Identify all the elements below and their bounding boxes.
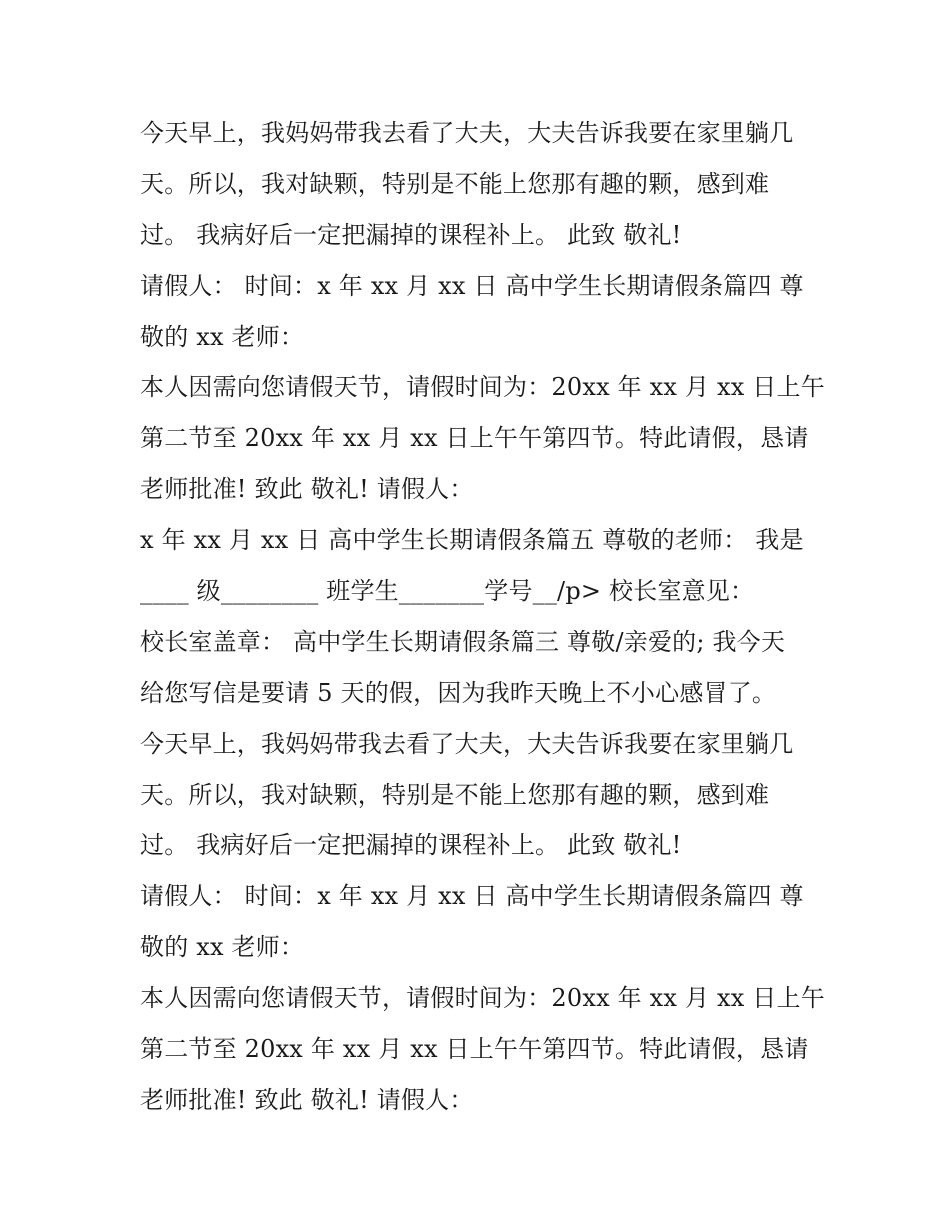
text-line: 请假人： 时间：x 年 xx 月 xx 日 高中学生长期请假条篇四 尊	[140, 882, 804, 911]
text-line: 第二节至 20xx 年 xx 月 xx 日上午午第四节。特此请假，恳请	[140, 1035, 809, 1064]
text-line: 天。所以，我对缺颗，特别是不能上您那有趣的颗，感到难	[140, 780, 770, 809]
document-body	[140, 108, 830, 1126]
text-line: 第二节至 20xx 年 xx 月 xx 日上午午第四节。特此请假，恳请	[140, 424, 809, 453]
text-line: 天。所以，我对缺颗，特别是不能上您那有趣的颗，感到难	[140, 169, 770, 198]
text-line: 校长室盖章： 高中学生长期请假条篇三 尊敬/亲爱的; 我今天	[140, 627, 786, 656]
text-line: 过。 我病好后一定把漏掉的课程补上。 此致 敬礼!	[140, 220, 682, 249]
text-line: 过。 我病好后一定把漏掉的课程补上。 此致 敬礼!	[140, 831, 682, 860]
text-line: 本人因需向您请假天节，请假时间为：20xx 年 xx 月 xx 日上午	[140, 984, 825, 1013]
text-line: 老师批准! 致此 敬礼! 请假人：	[140, 475, 474, 504]
text-line: 敬的 xx 老师：	[140, 322, 305, 351]
text-line: 给您写信是要请 5 天的假，因为我昨天晚上不小心感冒了。	[140, 678, 777, 707]
text-line: x 年 xx 月 xx 日 高中学生长期请假条篇五 尊敬的老师： 我是	[140, 526, 804, 555]
text-line: 敬的 xx 老师：	[140, 933, 305, 962]
text-line: 今天早上，我妈妈带我去看了大夫，大夫告诉我要在家里躺几	[140, 729, 794, 758]
text-line: ____ 级________ 班学生_______学号__/p> 校长室意见：	[140, 577, 755, 606]
text-line: 今天早上，我妈妈带我去看了大夫，大夫告诉我要在家里躺几	[140, 119, 794, 147]
text-line: 老师批准! 致此 敬礼! 请假人：	[140, 1085, 474, 1114]
text-line: 本人因需向您请假天节，请假时间为：20xx 年 xx 月 xx 日上午	[140, 373, 825, 402]
text-line: 请假人： 时间：x 年 xx 月 xx 日 高中学生长期请假条篇四 尊	[140, 271, 804, 300]
